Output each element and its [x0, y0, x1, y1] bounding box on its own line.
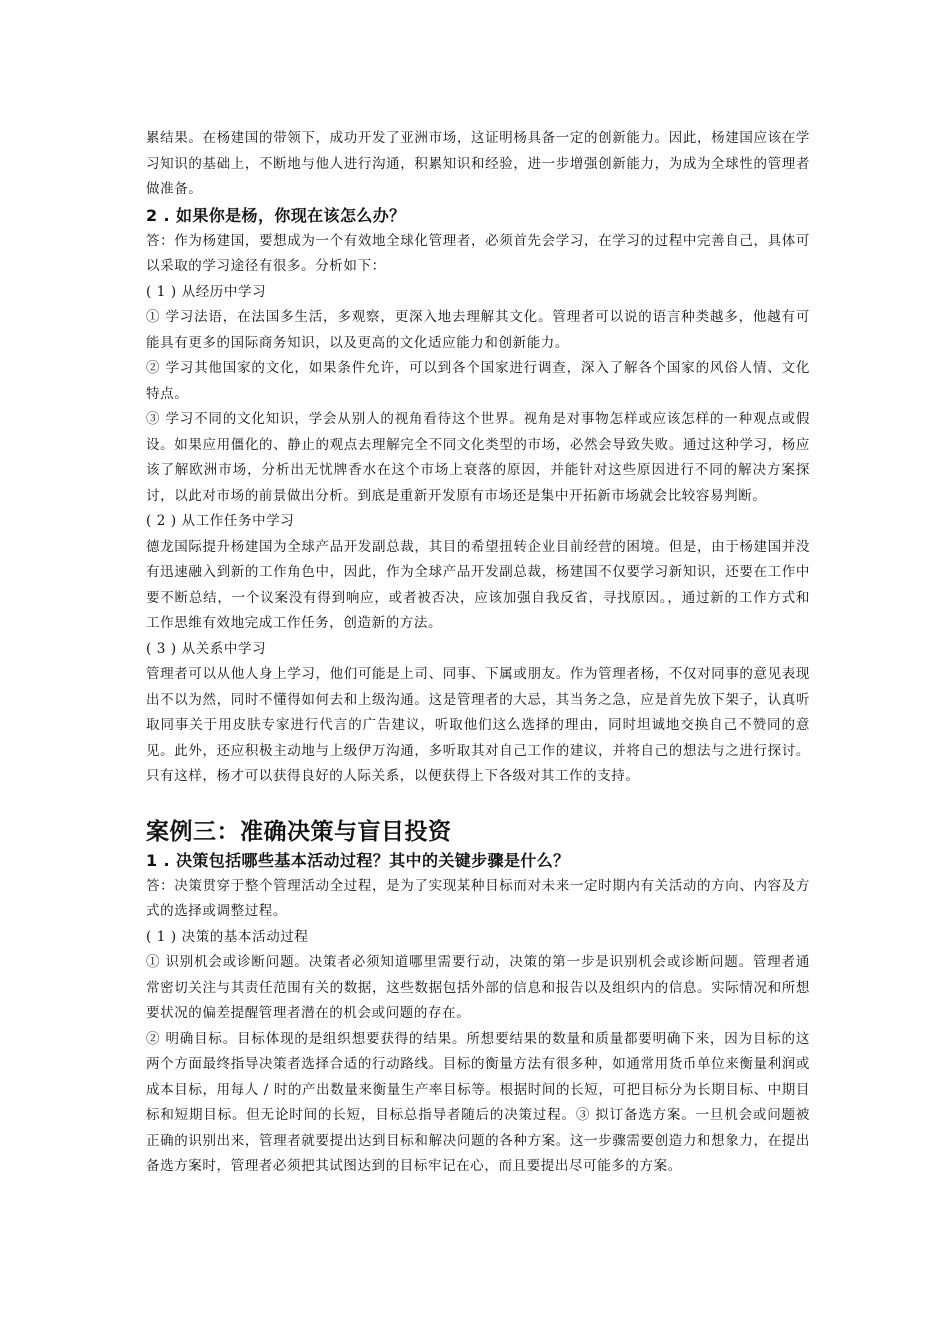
question-heading: 1 . 决策包括哪些基本活动过程？其中的关键步骤是什么？: [146, 850, 570, 870]
document-page: [146, 126, 810, 1180]
question-heading: 2 . 如果你是杨，你现在该怎么办？: [146, 205, 406, 225]
paragraph: 答：作为杨建国，要想成为一个有效地全球化管理者，必须首先会学习，在学习的过程中完善自己，具体可以采取的学习途径有很多。分析如下：: [146, 232, 810, 274]
paragraph: ① 识别机会或诊断问题。决策者必须知道哪里需要行动，决策的第一步是识别机会或诊断问题。管理者通常密切关注与其责任范围有关的数据，这些数据包括外部的信息和报告以及组织内的信息。实际情况和所想要状况的偏差提醒管理者潜在的机会或问题的存在。: [146, 954, 810, 1021]
paragraph: 答：决策贯穿于整个管理活动全过程，是为了实现某种目标而对未来一定时期内有关活动的方向、内容及方式的选择或调整过程。: [146, 877, 810, 919]
paragraph: 累结果。在杨建国的带领下，成功开发了亚洲市场，这证明杨具备一定的创新能力。因此，杨建国应该在学习知识的基础上，不断地与他人进行沟通，积累知识和经验，进一步增强创新能力，为成为全球性的管理者做准备。: [146, 130, 810, 197]
paragraph: 德龙国际提升杨建国为全球产品开发副总裁，其目的希望扭转企业目前经营的困境。但是，由于杨建国并没有迅速融入到新的工作角色中，因此，作为全球产品开发副总裁，杨建国不仅要学习新知识，还要在工作中要不断总结，一个议案没有得到响应，或者被否决，应该加强自我反省，寻找原因。，通过新的工作方式和工作思维有效地完成工作任务，创造新的方法。: [146, 538, 810, 631]
paragraph: ③ 学习不同的文化知识，学会从别人的视角看待这个世界。视角是对事物怎样或应该怎样的一种观点或假设。如果应用僵化的、静止的观点去理解完全不同文化类型的市场，必然会导致失败。通过这种学习，杨应该了解欧洲市场，分析出无忧牌香水在这个市场上衰落的原因，并能针对这些原因进行不同的解决方案探讨，以此对市场的前景做出分析。到底是重新开发原有市场还是集中开拓新市场就会比较容易判断。: [146, 411, 810, 504]
subheading: ( 3 ) 从关系中学习: [146, 640, 267, 657]
subheading: ( 1 ) 从经历中学习: [146, 283, 267, 300]
paragraph: ① 学习法语，在法国多生活，多观察，更深入地去理解其文化。管理者可以说的语言种类越多，他越有可能具有更多的国际商务知识，以及更高的文化适应能力和创新能力。: [146, 309, 810, 351]
subheading: ( 2 ) 从工作任务中学习: [146, 513, 295, 529]
paragraph: ② 明确目标。目标体现的是组织想要获得的结果。所想要结果的数量和质量都要明确下来，因为目标的这两个方面最终指导决策者选择合适的行动路线。目标的衡量方法有很多种，如通常用货币单位来衡量利润或成本目标，用每人 / 时的产出数量来衡量生产率目标等。根据时间的长短，可把目标分为长期目标、中期目标和短期目标。但无论时间的长短，目标总指导者随后的决策过程。③ 拟订备选方案。一旦机会或问题被正确的识别出来，管理者就要提出达到目标和解决问题的各种方案。这一步骤需要创造力和想象力，在提出备选方案时，管理者必须把其试图达到的目标牢记在心，而且要提出尽可能多的方案。: [146, 1030, 810, 1174]
paragraph: ② 学习其他国家的文化，如果条件允许，可以到各个国家进行调查，深入了解各个国家的风俗人情、文化特点。: [146, 360, 810, 402]
paragraph: 管理者可以从他人身上学习，他们可能是上司、同事、下属或朋友。作为管理者杨，不仅对同事的意见表现出不以为然，同时不懂得如何去和上级沟通。这是管理者的大忌，其当务之急，应是首先放下架子，认真听取同事关于用皮肤专家进行代言的广告建议，听取他们这么选择的理由，同时坦诚地交换自己不赞同的意见。此外，还应积极主动地与上级伊万沟通，多听取其对自己工作的建议，并将自己的想法与之进行探讨。只有这样，杨才可以获得良好的人际关系，以便获得上下各级对其工作的支持。: [146, 666, 810, 784]
subheading: ( 1 ) 决策的基本活动过程: [146, 928, 309, 945]
case-title: 案例三：准确决策与盲目投资: [146, 818, 452, 845]
